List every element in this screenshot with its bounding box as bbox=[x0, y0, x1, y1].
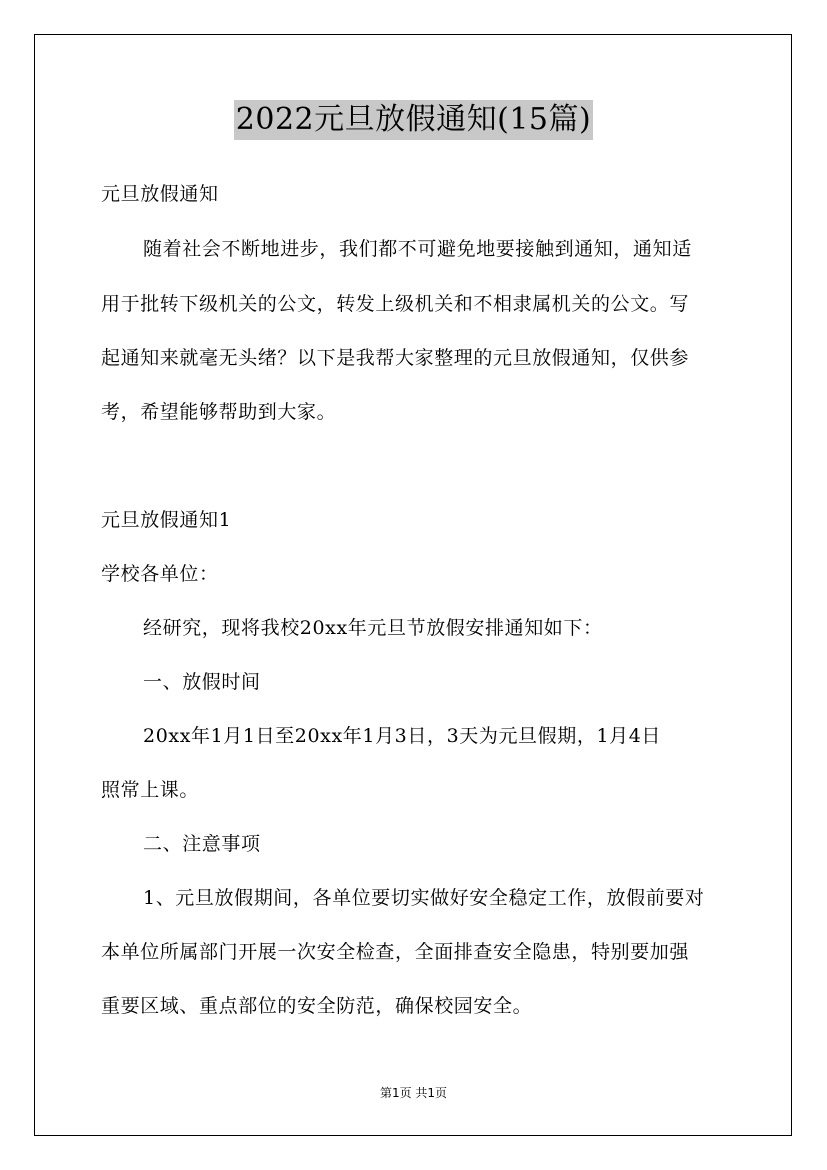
paragraph-line: 用于批转下级机关的公文，转发上级机关和不相隶属机关的公文。写 bbox=[101, 293, 690, 315]
subheading: 二、注意事项 bbox=[143, 833, 261, 855]
paragraph-line: 经研究，现将我校20xx年元旦节放假安排通知如下： bbox=[143, 617, 603, 639]
paragraph-line: 1、元旦放假期间，各单位要切实做好安全稳定工作，放假前要对 bbox=[143, 887, 705, 909]
paragraph-line: 20xx年1月1日至20xx年1月3日，3天为元旦假期，1月4日 bbox=[143, 725, 662, 747]
section-heading: 元旦放假通知1 bbox=[101, 509, 232, 531]
title-container bbox=[0, 100, 827, 140]
section-heading: 元旦放假通知 bbox=[101, 183, 219, 205]
paragraph-line: 照常上课。 bbox=[101, 779, 200, 801]
paragraph-line: 随着社会不断地进步，我们都不可避免地要接触到通知，通知适 bbox=[143, 238, 692, 260]
paragraph-line: 重要区域、重点部位的安全防范，确保校园安全。 bbox=[101, 995, 533, 1017]
salutation: 学校各单位： bbox=[101, 563, 219, 585]
paragraph-line: 起通知来就毫无头绪？以下是我帮大家整理的元旦放假通知，仅供参 bbox=[101, 347, 690, 369]
paragraph-line: 考，希望能够帮助到大家。 bbox=[101, 401, 337, 423]
document-title: 2022元旦放假通知(15篇) bbox=[234, 100, 593, 140]
subheading: 一、放假时间 bbox=[143, 671, 261, 693]
paragraph-line: 本单位所属部门开展一次安全检查，全面排查安全隐患，特别要加强 bbox=[101, 941, 690, 963]
page-footer: 第1页 共1页 bbox=[379, 1086, 448, 1100]
